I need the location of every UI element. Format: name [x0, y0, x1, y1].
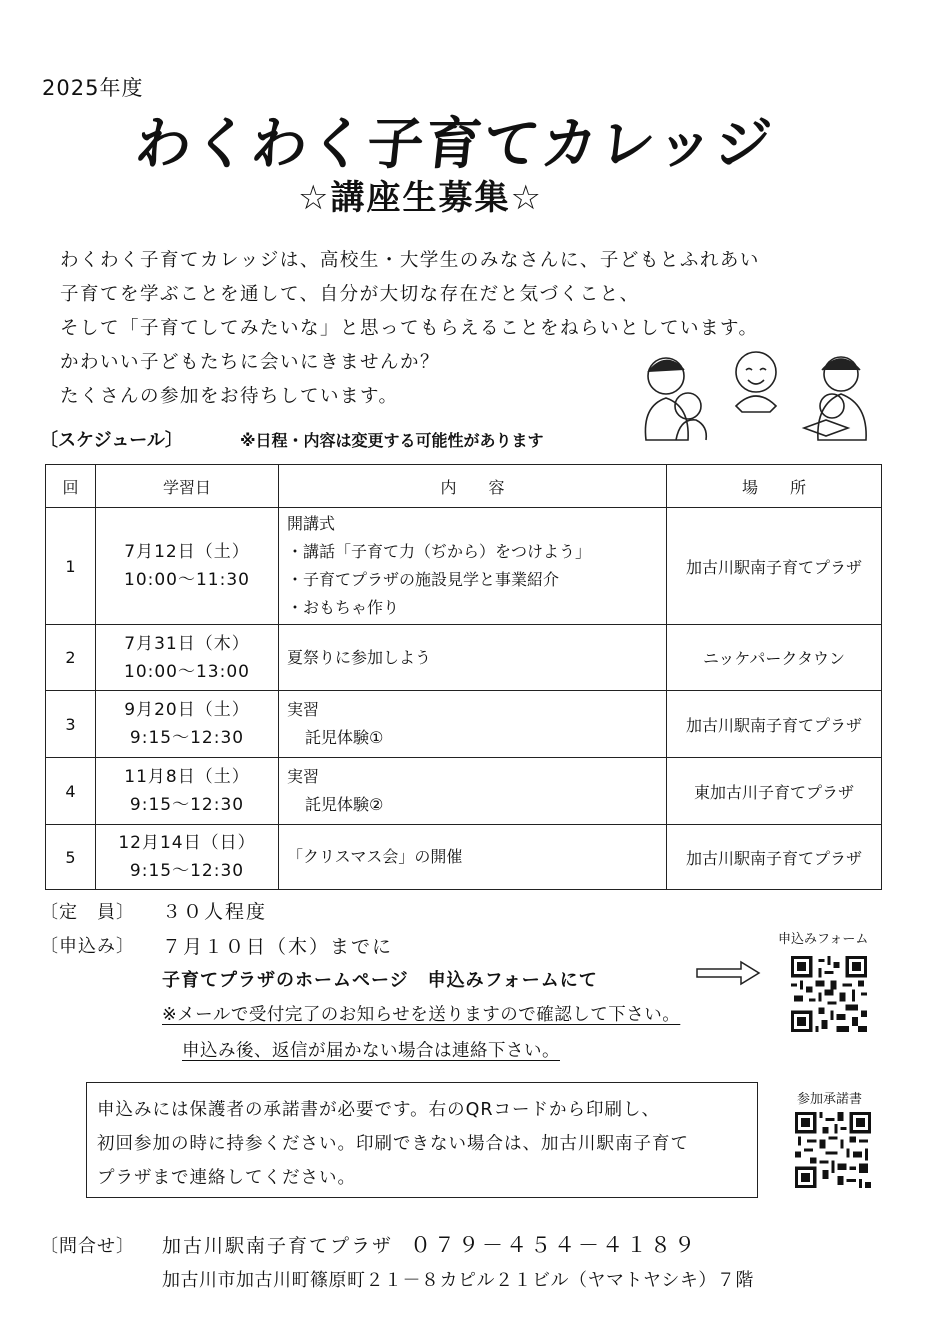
session-content: [279, 825, 667, 890]
session-content: [279, 625, 667, 691]
content-line: 「クリスマス会」の開催: [287, 847, 463, 866]
application-deadline: ７月１０日（木）までに: [162, 936, 394, 958]
session-time: 9:15～12:30: [129, 795, 245, 815]
intro-line: かわいい子どもたちに会いにきませんか？: [60, 352, 441, 373]
session-date: [96, 825, 279, 890]
content-line: 開講式: [287, 514, 336, 533]
column-header-place: 場 所: [667, 465, 882, 508]
consent-notice-box: [86, 1082, 758, 1198]
session-content: [279, 758, 667, 825]
intro-line: 子育てを学ぶことを通して、自分が大切な存在だと気づくこと、: [60, 284, 640, 305]
consent-line: 申込みには保護者の承諾書が必要です。右のQRコードから印刷し、: [97, 1100, 661, 1120]
content-line: 実習: [287, 700, 320, 719]
qr-code-icon[interactable]: [791, 956, 867, 1032]
contact-label: 〔問合せ〕: [40, 1236, 135, 1257]
page-subtitle: ☆講座生募集☆: [298, 178, 543, 218]
qr-code-icon[interactable]: [795, 1112, 871, 1188]
content-line: 託児体験②: [305, 795, 384, 814]
session-content: [279, 691, 667, 758]
session-place: 加古川駅南子育てプラザ: [667, 508, 882, 625]
contact-address: 加古川市加古川町篠原町２１－８カピル２１ビル（ヤマトヤシキ）７階: [162, 1270, 754, 1291]
session-number: 2: [46, 625, 96, 691]
session-day: 9月20日（土）: [124, 700, 250, 720]
session-content: [279, 508, 667, 625]
intro-line: わくわく子育てカレッジは、高校生・大学生のみなさんに、子どもとふれあい: [60, 250, 760, 271]
schedule-heading: 〔スケジュール〕: [40, 430, 183, 451]
session-day: 7月12日（土）: [124, 542, 250, 562]
column-header-content: 内 容: [279, 465, 667, 508]
application-method: 子育てプラザのホームページ 申込みフォームにて: [162, 970, 598, 991]
table-row: [46, 758, 882, 825]
session-day: 12月14日（日）: [118, 833, 256, 853]
intro-line: そして「子育てしてみたいな」と思ってもらえることをねらいとしています。: [60, 318, 759, 339]
session-number: 4: [46, 758, 96, 825]
consent-line: プラザまで連絡してください。: [97, 1168, 356, 1188]
column-header-number: 回: [46, 465, 96, 508]
content-line: 実習: [287, 767, 320, 786]
session-time: 9:15～12:30: [129, 861, 245, 881]
family-illustration: [636, 348, 876, 448]
session-date: [96, 508, 279, 625]
table-header-row: [46, 465, 882, 508]
session-time: 9:15～12:30: [129, 728, 245, 748]
session-place: 東加古川子育てプラザ: [667, 758, 882, 825]
session-place: ニッケパークタウン: [667, 625, 882, 691]
application-label: 〔申込み〕: [40, 936, 135, 957]
session-day: 7月31日（木）: [124, 633, 250, 654]
page-title: わくわく子育てカレッジ: [131, 112, 777, 177]
consent-line: 初回参加の時に持参ください。印刷できない場合は、加古川駅南子育て: [97, 1134, 689, 1154]
application-notice-reply: 申込み後、返信が届かない場合は連絡下さい。: [182, 1041, 560, 1061]
schedule-note: ※日程・内容は変更する可能性があります: [240, 431, 544, 450]
capacity-value: ３０人程度: [162, 901, 268, 923]
qr-form-label: 申込みフォーム: [778, 932, 869, 947]
session-place: 加古川駅南子育てプラザ: [667, 691, 882, 758]
baby-center-head: [736, 352, 776, 392]
table-row: [46, 691, 882, 758]
session-date: [96, 625, 279, 691]
session-number: 5: [46, 825, 96, 890]
capacity-label: 〔定 員〕: [40, 902, 135, 923]
child-reading-head: [820, 394, 844, 418]
session-time: 10:00～13:00: [124, 661, 250, 682]
schedule-table: [45, 464, 882, 890]
contact-phone[interactable]: ０７９－４５４－４１８９: [410, 1233, 698, 1257]
session-number: 1: [46, 508, 96, 625]
content-line: 夏祭りに参加しよう: [287, 647, 432, 667]
qr-consent-label: 参加承諾書: [797, 1092, 863, 1107]
session-day: 11月8日（土）: [124, 767, 250, 787]
session-number: 3: [46, 691, 96, 758]
table-row: [46, 625, 882, 691]
content-line: ・講話「子育て力（ぢから）をつけよう」: [287, 542, 592, 561]
content-line: 託児体験①: [305, 728, 384, 747]
session-place: 加古川駅南子育てプラザ: [667, 825, 882, 890]
intro-line: たくさんの参加をお待ちしています。: [60, 386, 399, 407]
session-time: 10:00～11:30: [124, 570, 250, 590]
content-line: ・おもちゃ作り: [287, 598, 400, 617]
session-date: [96, 758, 279, 825]
arrow-right-icon: [695, 960, 761, 986]
contact-name: 加古川駅南子育てプラザ: [162, 1235, 394, 1257]
table-row: [46, 508, 882, 625]
content-line: ・子育てプラザの施設見学と事業紹介: [287, 570, 560, 589]
table-row: [46, 825, 882, 890]
application-notice-mail: ※メールで受付完了のお知らせを送りますので確認して下さい。: [162, 1005, 681, 1025]
session-date: [96, 691, 279, 758]
column-header-date: 学習日: [96, 465, 279, 508]
year-label: 2025年度: [42, 76, 144, 100]
